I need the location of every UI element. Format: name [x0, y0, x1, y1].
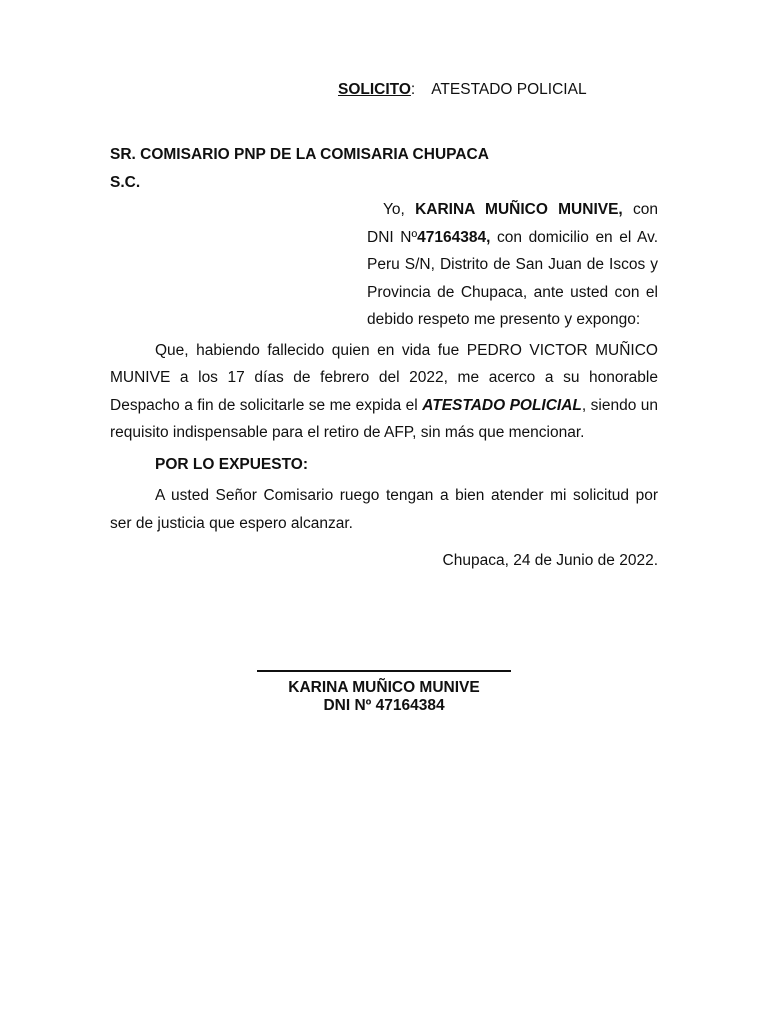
- body-part2: , siendo un requisito indispensable para el retiro de AFP, sin más que mencionar.: [110, 396, 658, 441]
- title-colon: :: [410, 81, 416, 98]
- intro-name: KARINA MUÑICO MUNIVE,: [415, 201, 623, 218]
- expuesto-heading: POR LO EXPUESTO:: [155, 455, 309, 473]
- addressee-block: [110, 141, 658, 196]
- title-keyword: SOLICITO: [338, 81, 411, 98]
- intro-paragraph: [367, 196, 658, 334]
- signature-rule: [257, 670, 511, 672]
- signature-dni: DNI Nº 47164384: [323, 696, 445, 714]
- intro-mid: con DNI Nº: [367, 201, 658, 246]
- body-paragraph: [110, 337, 658, 447]
- intro-prefix: Yo,: [383, 201, 416, 218]
- addressee-line1: SR. COMISARIO PNP DE LA COMISARIA CHUPACA: [110, 146, 489, 163]
- title: [338, 80, 658, 100]
- date-line: Chupaca, 24 de Junio de 2022.: [442, 552, 658, 569]
- intro-rest: con domicilio en el Av. Peru S/N, Distrito de San Juan de Iscos y Provincia de Chupaca, ante usted con el debido respeto me presento y expongo:: [367, 228, 659, 328]
- signature-name: KARINA MUÑICO MUNIVE: [288, 678, 480, 696]
- body-part1: Que, habiendo fallecido quien en vida fue PEDRO VICTOR MUÑICO MUNIVE a los 17 días de febrero del 2022, me acerco a su honorable Despacho a fin de solicitarle se me expida el: [110, 341, 658, 414]
- closing-paragraph: A usted Señor Comisario ruego tengan a bien atender mi solicitud por ser de justicia que espero alcanzar.: [110, 487, 658, 532]
- addressee-line2: S.C.: [110, 173, 141, 191]
- title-subject: ATESTADO POLICIAL: [431, 81, 587, 98]
- body-highlight: ATESTADO POLICIAL: [422, 396, 582, 414]
- intro-dni: 47164384,: [417, 228, 491, 246]
